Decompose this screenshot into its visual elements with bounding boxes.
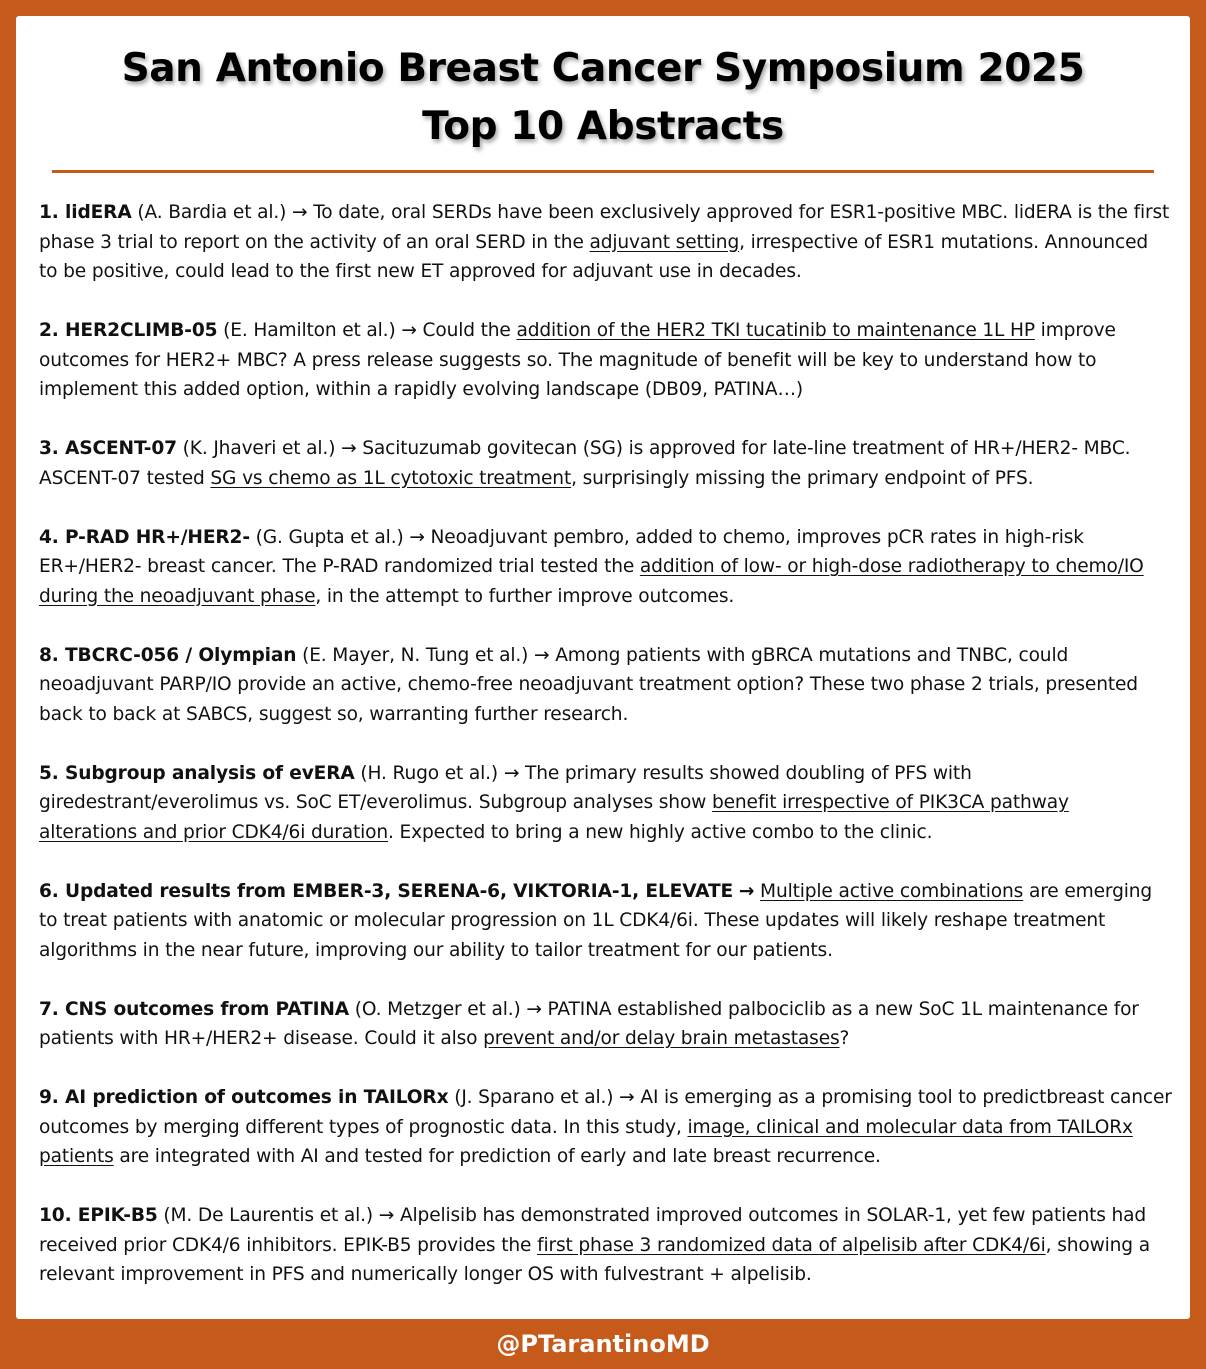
- abstract-item-1: [39, 198, 1172, 287]
- arrow-icon: →: [401, 320, 417, 341]
- abstract-text: The primary results showed doubling of PFS with giredestrant/everolimus vs. SoC ET/everolimus. Subgroup analyses show: [39, 762, 972, 813]
- abstract-item-6: [39, 877, 1172, 966]
- abstract-highlight: image, clinical and molecular data from TAILORx patients: [39, 1116, 1133, 1167]
- abstract-highlight: adjuvant setting: [589, 231, 740, 253]
- abstract-highlight: SG vs chemo as 1L cytotoxic treatment: [210, 467, 572, 489]
- abstract-text: Alpelisib has demonstrated improved outcomes in SOLAR-1, yet few patients had received prior CDK4/6 inhibitors. EPIK-B5 provides the: [39, 1205, 1147, 1256]
- title-line-2: Top 10 Abstracts: [422, 104, 784, 149]
- abstract-highlight: addition of the HER2 TKI tucatinib to maintenance 1L HP: [516, 320, 1035, 341]
- abstract-highlight: first phase 3 randomized data of alpelisib after CDK4/6i: [537, 1234, 1046, 1256]
- page-title: [16, 40, 1190, 156]
- abstract-label: 3. ASCENT-07: [39, 438, 177, 459]
- abstract-label: 5. Subgroup analysis of evERA: [39, 762, 355, 784]
- arrow-icon: →: [619, 1087, 635, 1108]
- abstract-text: Among patients with gBRCA mutations and TNBC, could neoadjuvant PARP/IO provide an active, chemo-free neoadjuvant treatment option? These two phase 2 trials, presented back to back at SABCS, suggest so, warranting further research.: [39, 644, 1138, 725]
- abstract-label: 4. P-RAD HR+/HER2-: [39, 526, 250, 548]
- abstract-text: PATINA established palbociclib as a new SoC 1L maintenance for patients with HR+/HER2+ disease. Could it also: [39, 998, 1139, 1049]
- abstract-authors: (H. Rugo et al.): [354, 762, 504, 784]
- abstract-text-end: are emerging to treat patients with anatomic or molecular progression on 1L CDK4/6i. These updates will likely reshape treatment algorithms in the near future, improving our ability to tailor treatment for our patients.: [39, 880, 1153, 961]
- abstract-label: 9. AI prediction of outcomes in TAILORx: [39, 1087, 449, 1108]
- abstract-authors: (E. Hamilton et al.): [217, 320, 402, 341]
- abstract-highlight: prevent and/or delay brain metastases: [483, 1028, 840, 1049]
- abstract-item-4: [39, 523, 1172, 612]
- abstract-label: 2. HER2CLIMB-05: [39, 320, 218, 341]
- abstract-text-end: , in the attempt to further improve outcomes.: [315, 585, 735, 607]
- arrow-icon: →: [534, 644, 550, 666]
- abstract-label: 7. CNS outcomes from PATINA: [39, 998, 350, 1020]
- abstract-highlight: addition of low- or high-dose radiotherapy to chemo/IO during the neoadjuvant phase: [39, 556, 1144, 607]
- abstract-authors: (G. Gupta et al.): [249, 526, 410, 548]
- abstract-label: 8. TBCRC-056 / Olympian: [39, 644, 297, 666]
- abstract-text: AI is emerging as a promising tool to predictbreast cancer outcomes by merging different types of prognostic data. In this study,: [39, 1087, 1172, 1138]
- abstract-text-end: , surprisingly missing the primary endpoint of PFS.: [571, 467, 1034, 489]
- abstract-text: To date, oral SERDs have been exclusively approved for ESR1-positive MBC. lidERA is the first phase 3 trial to report on the activity of an oral SERD in the: [39, 202, 1170, 253]
- abstract-item-10: [39, 1201, 1172, 1290]
- title-divider: [52, 170, 1154, 173]
- content-card: [16, 16, 1190, 1319]
- abstract-text: Sacituzumab govitecan (SG) is approved for late-line treatment of HR+/HER2- MBC. ASCENT-07 tested: [39, 438, 1131, 489]
- abstract-text: Neoadjuvant pembro, added to chemo, improves pCR rates in high-risk ER+/HER2- breast cancer. The P-RAD randomized trial tested the: [39, 526, 1084, 577]
- abstract-text-end: , irrespective of ESR1 mutations. Announced to be positive, could lead to the first new ET approved for adjuvant use in decades.: [39, 231, 1149, 282]
- abstract-list: [39, 198, 1172, 1319]
- arrow-icon: →: [503, 762, 520, 784]
- arrow-icon: →: [341, 438, 357, 459]
- abstract-label: 10. EPIK-B5: [39, 1205, 158, 1226]
- author-handle: @PTarantinoMD: [496, 1330, 710, 1358]
- abstract-authors: (M. De Laurentis et al.): [157, 1205, 379, 1226]
- abstract-item-8: [39, 641, 1172, 730]
- abstract-text-end: ?: [839, 1028, 850, 1049]
- arrow-icon: →: [292, 202, 308, 223]
- title-line-1: San Antonio Breast Cancer Symposium 2025: [121, 46, 1085, 91]
- abstract-text-end: improve outcomes for HER2+ MBC? A press release suggests so. The magnitude of benefit will be key to understand how to implement this added option, within a rapidly evolving landscape (DB09, PATINA…): [39, 320, 1116, 400]
- abstract-authors: (K. Jhaveri et al.): [176, 438, 342, 459]
- abstract-highlight: benefit irrespective of PIK3CA pathway alterations and prior CDK4/6i duration: [39, 792, 1069, 843]
- abstract-item-5: [39, 759, 1172, 848]
- abstract-text-end: are integrated with AI and tested for prediction of early and late breast recurrence.: [113, 1146, 881, 1167]
- abstract-authors: (E. Mayer, N. Tung et al.): [296, 644, 535, 666]
- abstract-authors: (J. Sparano et al.): [448, 1087, 620, 1108]
- abstract-text: Could the: [416, 320, 517, 341]
- abstract-label: 6. Updated results from EMBER-3, SERENA-6, VIKTORIA-1, ELEVATE: [39, 880, 734, 902]
- abstract-item-2: [39, 316, 1172, 405]
- abstract-authors: (A. Bardia et al.): [131, 202, 292, 223]
- arrow-icon: →: [738, 880, 755, 902]
- abstract-text-end: . Expected to bring a new highly active combo to the clinic.: [388, 821, 933, 843]
- abstract-text-end: , showing a relevant improvement in PFS and numerically longer OS with fulvestrant + alpelisib.: [39, 1234, 1150, 1285]
- abstract-authors: (O. Metzger et al.): [349, 998, 527, 1020]
- arrow-icon: →: [409, 526, 425, 548]
- abstract-highlight: Multiple active combinations: [760, 880, 1024, 902]
- arrow-icon: →: [526, 998, 542, 1020]
- arrow-icon: →: [378, 1205, 395, 1226]
- abstract-item-9: [39, 1083, 1172, 1172]
- abstract-label: 1. lidERA: [39, 202, 132, 223]
- abstract-item-3: [39, 434, 1172, 493]
- abstract-item-7: [39, 995, 1172, 1054]
